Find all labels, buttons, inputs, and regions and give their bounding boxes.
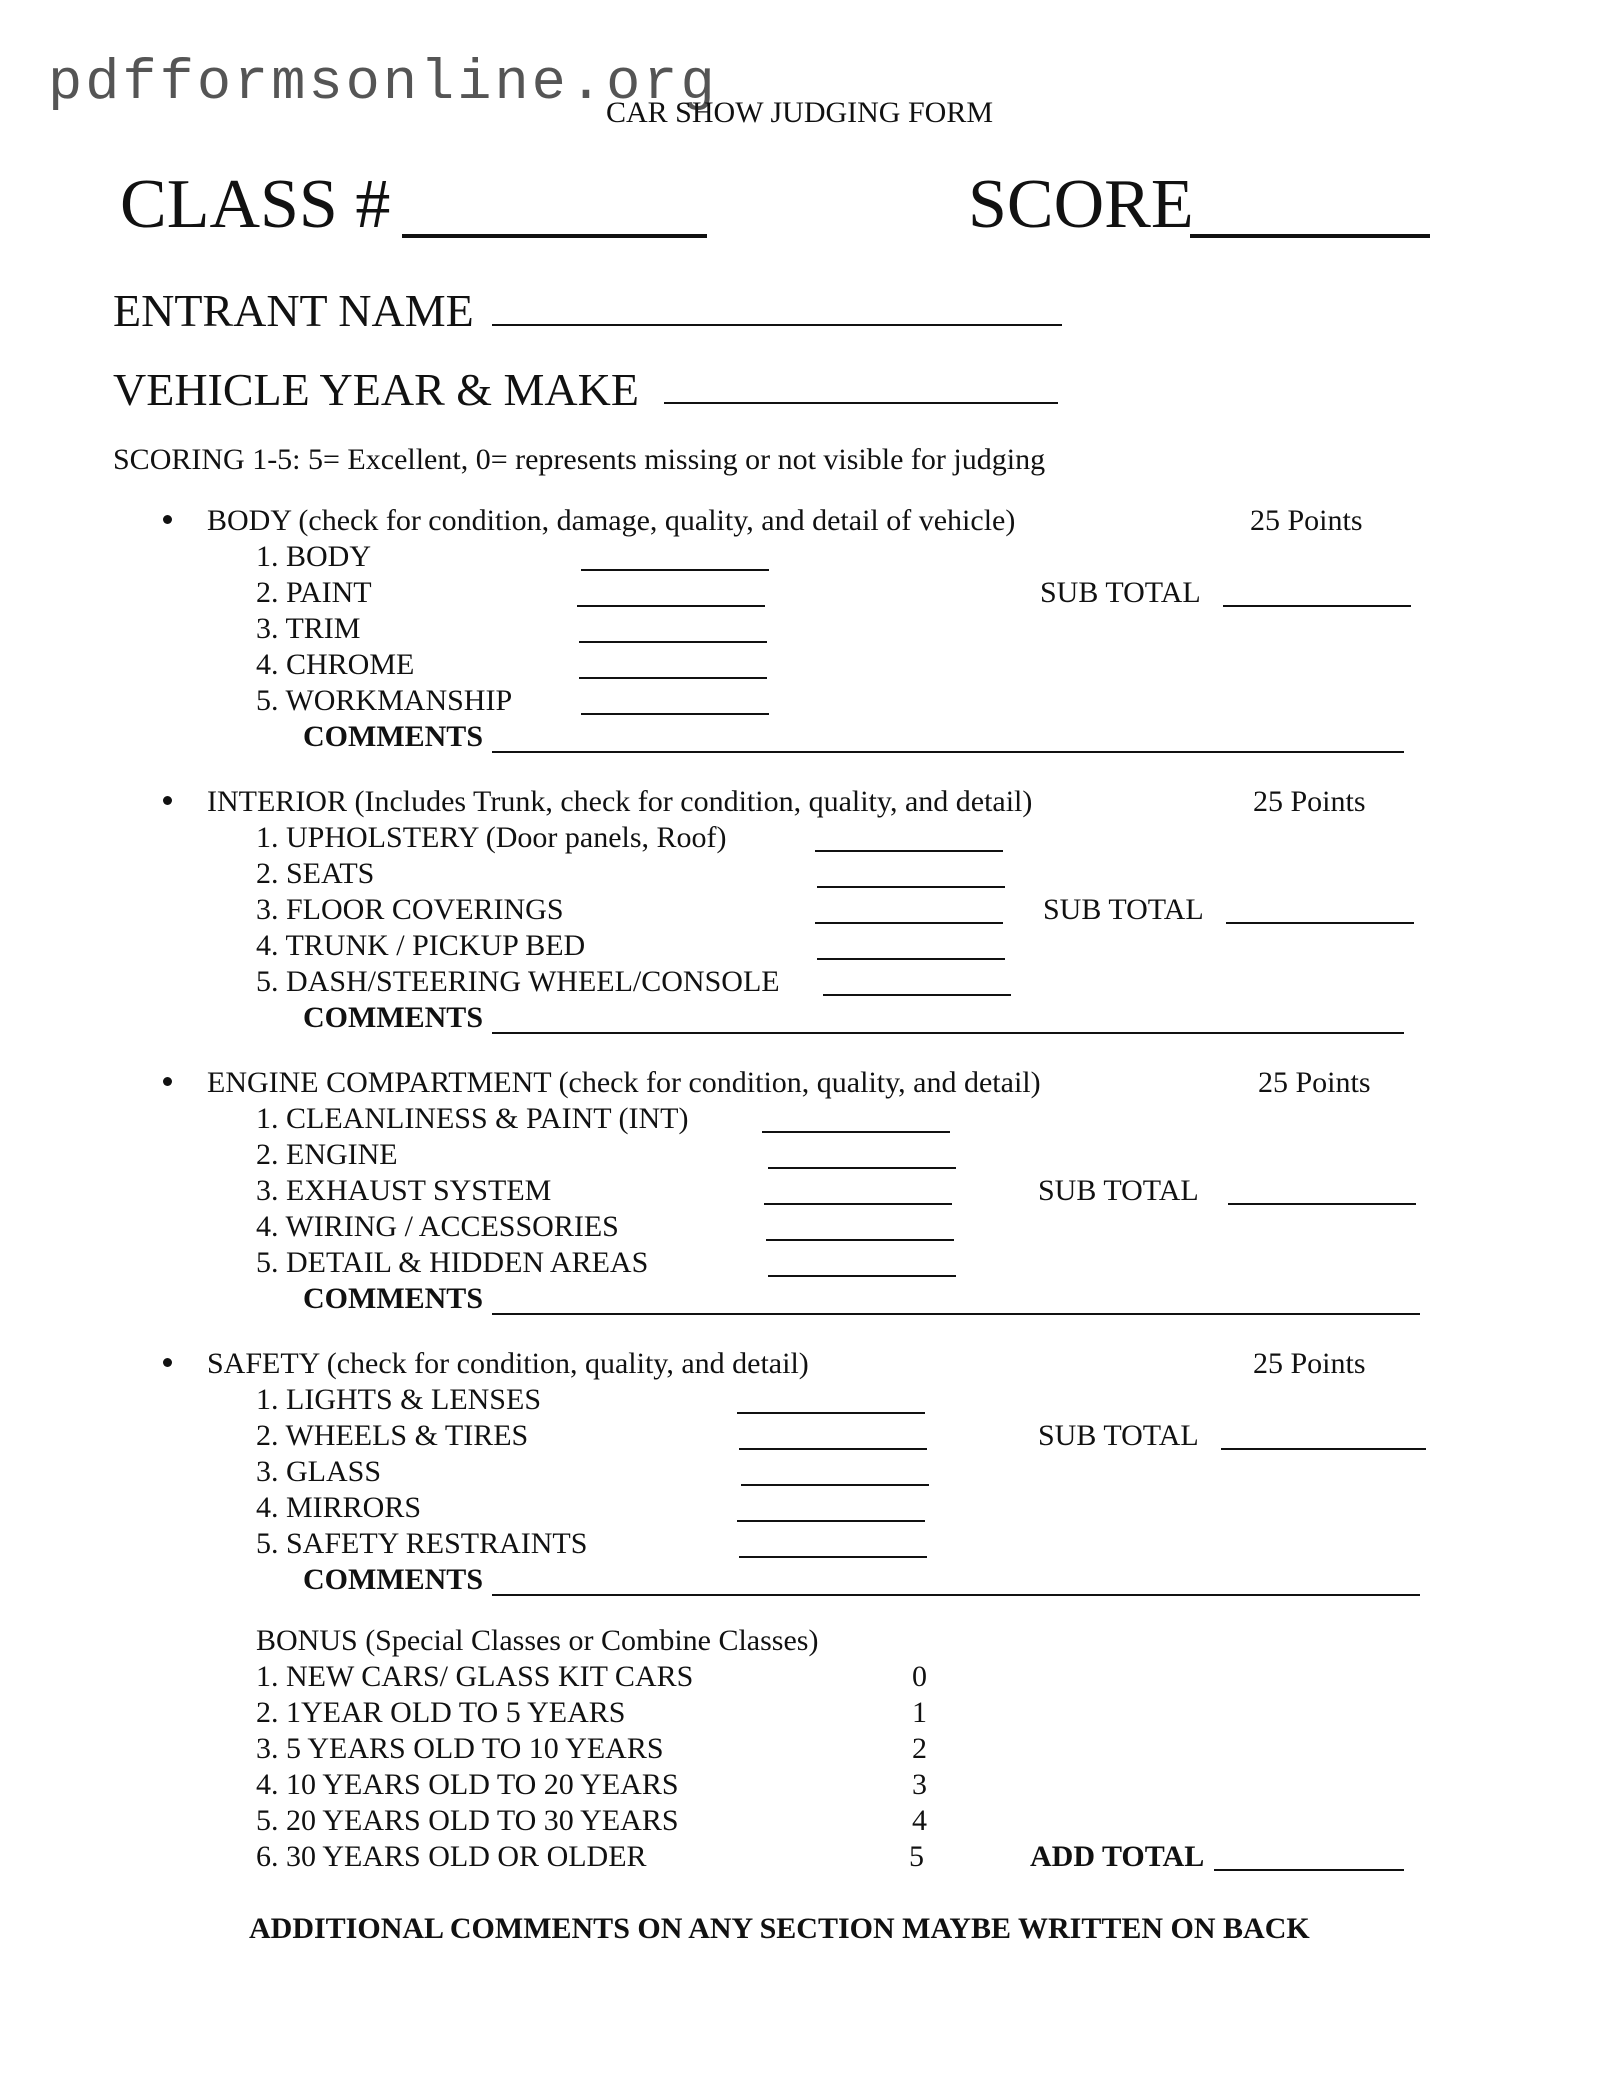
bonus-heading: BONUS (Special Classes or Combine Classes) xyxy=(256,1624,819,1657)
add-total-label: ADD TOTAL xyxy=(1030,1840,1205,1873)
class-label: CLASS # xyxy=(120,166,391,243)
bonus-item-value: 3 xyxy=(912,1768,927,1801)
body-subtotal-field[interactable] xyxy=(1223,605,1411,607)
chrome-score-field[interactable] xyxy=(579,677,767,679)
upholstery-score-field[interactable] xyxy=(815,850,1003,852)
subtotal-label: SUB TOTAL xyxy=(1043,893,1204,926)
interior-comments-field[interactable] xyxy=(492,1032,1404,1034)
footer-note: ADDITIONAL COMMENTS ON ANY SECTION MAYBE WRITTEN ON BACK xyxy=(249,1912,1310,1945)
section-heading: BODY (check for condition, damage, quality, and detail of vehicle) xyxy=(207,504,1016,537)
floor-coverings-score-field[interactable] xyxy=(815,922,1003,924)
vehicle-year-make-label: VEHICLE YEAR & MAKE xyxy=(113,364,639,415)
detail-score-field[interactable] xyxy=(768,1275,956,1277)
item-label: 1. UPHOLSTERY (Door panels, Roof) xyxy=(256,821,727,854)
section-points: 25 Points xyxy=(1253,785,1366,818)
item-label: 4. WIRING / ACCESSORIES xyxy=(256,1210,619,1243)
watermark: pdfformsonline.org xyxy=(48,52,718,116)
item-label: 5. DETAIL & HIDDEN AREAS xyxy=(256,1246,649,1279)
item-label: 2. WHEELS & TIRES xyxy=(256,1419,529,1452)
item-label: 1. CLEANLINESS & PAINT (INT) xyxy=(256,1102,689,1135)
body-comments-field[interactable] xyxy=(492,751,1404,753)
scoring-note: SCORING 1-5: 5= Excellent, 0= represents missing or not visible for judging xyxy=(113,443,1046,476)
wiring-score-field[interactable] xyxy=(766,1239,954,1241)
bonus-item-value: 1 xyxy=(912,1696,927,1729)
trim-score-field[interactable] xyxy=(579,641,767,643)
restraints-score-field[interactable] xyxy=(739,1556,927,1558)
subtotal-label: SUB TOTAL xyxy=(1038,1174,1199,1207)
bonus-item-label: 3. 5 YEARS OLD TO 10 YEARS xyxy=(256,1732,664,1765)
comments-label: COMMENTS xyxy=(303,1001,483,1034)
workmanship-score-field[interactable] xyxy=(581,713,769,715)
bonus-item-value: 2 xyxy=(912,1732,927,1765)
trunk-score-field[interactable] xyxy=(817,958,1005,960)
comments-label: COMMENTS xyxy=(303,1282,483,1315)
section-points: 25 Points xyxy=(1258,1066,1371,1099)
add-total-field[interactable] xyxy=(1214,1869,1404,1871)
item-label: 3. TRIM xyxy=(256,612,361,645)
item-label: 5. WORKMANSHIP xyxy=(256,684,513,717)
body-score-field[interactable] xyxy=(581,569,769,571)
bonus-item-label: 6. 30 YEARS OLD OR OLDER xyxy=(256,1840,647,1873)
bonus-item-label: 4. 10 YEARS OLD TO 20 YEARS xyxy=(256,1768,679,1801)
bullet-icon xyxy=(163,1077,172,1086)
lights-score-field[interactable] xyxy=(737,1412,925,1414)
item-label: 4. CHROME xyxy=(256,648,415,681)
score-field[interactable] xyxy=(1190,234,1430,238)
exhaust-score-field[interactable] xyxy=(764,1203,952,1205)
subtotal-label: SUB TOTAL xyxy=(1040,576,1201,609)
comments-label: COMMENTS xyxy=(303,1563,483,1596)
item-label: 5. SAFETY RESTRAINTS xyxy=(256,1527,588,1560)
entrant-name-label: ENTRANT NAME xyxy=(113,285,474,336)
bullet-icon xyxy=(163,1358,172,1367)
paint-score-field[interactable] xyxy=(577,605,765,607)
bonus-item-value: 5 xyxy=(909,1840,924,1873)
section-heading: ENGINE COMPARTMENT (check for condition, quality, and detail) xyxy=(207,1066,1041,1099)
score-label: SCORE xyxy=(968,166,1194,243)
bullet-icon xyxy=(163,515,172,524)
mirrors-score-field[interactable] xyxy=(737,1520,925,1522)
bonus-item-label: 2. 1YEAR OLD TO 5 YEARS xyxy=(256,1696,626,1729)
engine-comments-field[interactable] xyxy=(492,1313,1420,1315)
glass-score-field[interactable] xyxy=(741,1484,929,1486)
bonus-item-label: 5. 20 YEARS OLD TO 30 YEARS xyxy=(256,1804,679,1837)
section-heading: INTERIOR (Includes Trunk, check for condition, quality, and detail) xyxy=(207,785,1033,818)
item-label: 3. GLASS xyxy=(256,1455,382,1488)
form-title: CAR SHOW JUDGING FORM xyxy=(606,96,993,129)
entrant-name-field[interactable] xyxy=(492,324,1062,326)
item-label: 3. FLOOR COVERINGS xyxy=(256,893,564,926)
engine-score-field[interactable] xyxy=(768,1167,956,1169)
safety-subtotal-field[interactable] xyxy=(1221,1448,1426,1450)
bonus-item-value: 0 xyxy=(912,1660,927,1693)
class-number-field[interactable] xyxy=(402,234,707,238)
safety-comments-field[interactable] xyxy=(492,1594,1420,1596)
item-label: 4. TRUNK / PICKUP BED xyxy=(256,929,586,962)
item-label: 2. ENGINE xyxy=(256,1138,398,1171)
section-points: 25 Points xyxy=(1253,1347,1366,1380)
seats-score-field[interactable] xyxy=(817,886,1005,888)
item-label: 3. EXHAUST SYSTEM xyxy=(256,1174,552,1207)
item-label: 4. MIRRORS xyxy=(256,1491,422,1524)
section-heading: SAFETY (check for condition, quality, and detail) xyxy=(207,1347,809,1380)
engine-subtotal-field[interactable] xyxy=(1228,1203,1416,1205)
comments-label: COMMENTS xyxy=(303,720,483,753)
item-label: 1. LIGHTS & LENSES xyxy=(256,1383,541,1416)
vehicle-year-make-field[interactable] xyxy=(664,402,1058,404)
subtotal-label: SUB TOTAL xyxy=(1038,1419,1199,1452)
dash-score-field[interactable] xyxy=(823,994,1011,996)
item-label: 1. BODY xyxy=(256,540,372,573)
bonus-item-label: 1. NEW CARS/ GLASS KIT CARS xyxy=(256,1660,694,1693)
wheels-score-field[interactable] xyxy=(739,1448,927,1450)
item-label: 5. DASH/STEERING WHEEL/CONSOLE xyxy=(256,965,780,998)
item-label: 2. SEATS xyxy=(256,857,375,890)
cleanliness-score-field[interactable] xyxy=(762,1131,950,1133)
item-label: 2. PAINT xyxy=(256,576,372,609)
section-points: 25 Points xyxy=(1250,504,1363,537)
bonus-item-value: 4 xyxy=(912,1804,927,1837)
interior-subtotal-field[interactable] xyxy=(1226,922,1414,924)
bullet-icon xyxy=(163,796,172,805)
